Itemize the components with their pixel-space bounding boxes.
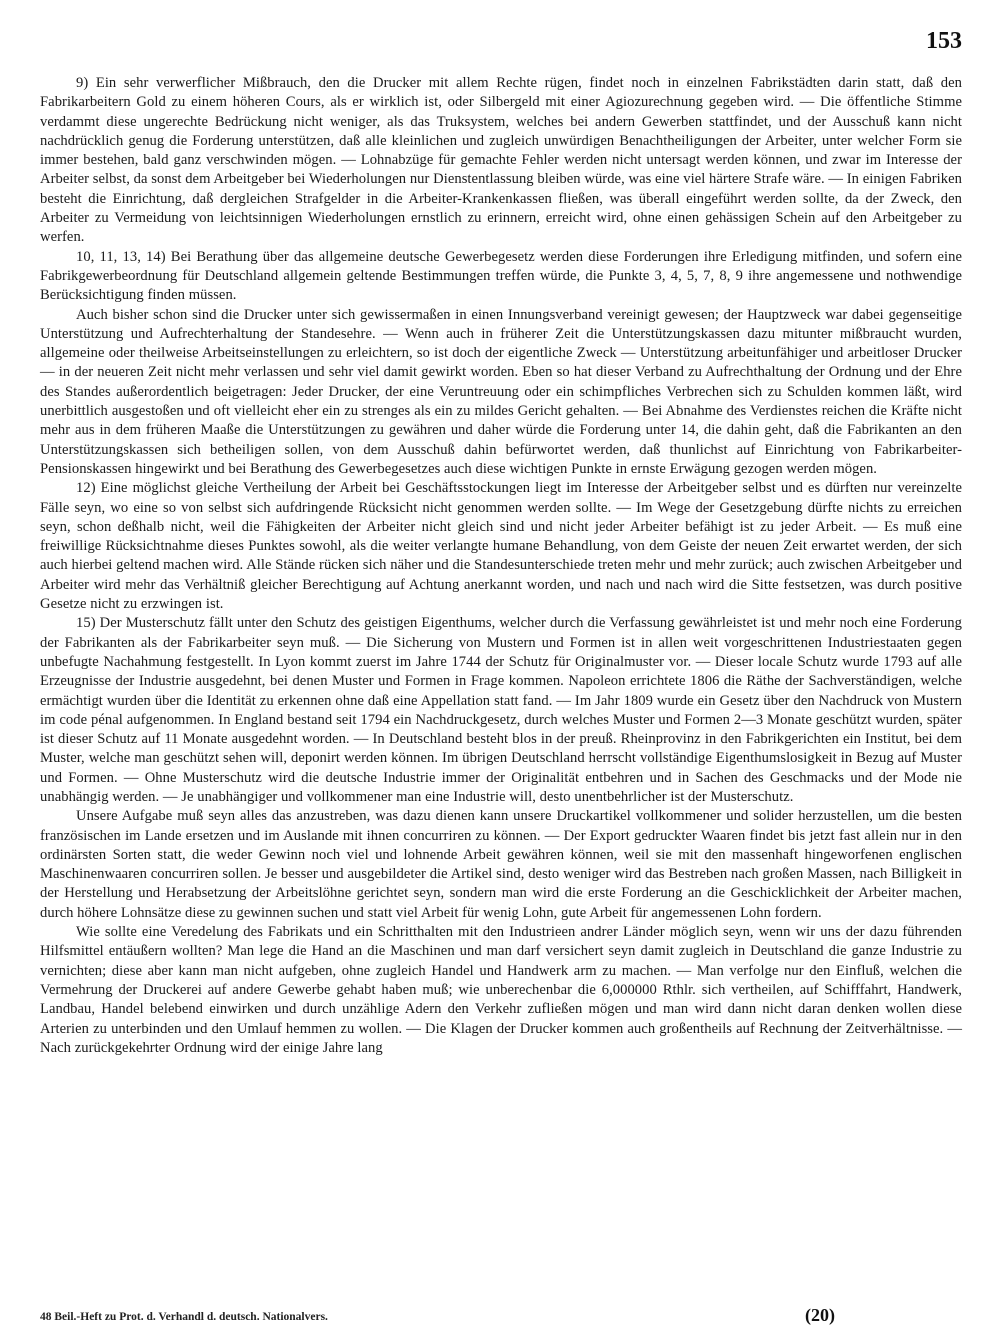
signature-mark: (20) [805, 1305, 835, 1325]
paragraph-12: 12) Eine möglichst gleiche Vertheilung der Arbeit bei Geschäftsstockungen liegt im Interesse der Arbeitgeber selbst und es dürften nur vereinzelte Fälle seyn, wo eine so von selbst sich aufdringende Rücksicht nicht genommen werden sollte. — Im Wege der Gesetzgebung dürfte nichts zu erreichen seyn, schon deßhalb nicht, weil die Fähigkeiten der Arbeiter nicht gleich sind und nicht jeder Arbeiter befähigt ist zu jeder Arbeit. — Es muß eine freiwillige Rücksichtnahme dieses Punktes sowohl, als die weiter verlangte humane Behandlung, von dem Geiste der neuen Zeit erwartet werden, der sich auch hierbei geltend machen wird. Alle Stände rücken sich näher und die Standesunterschiede treten mehr und mehr zurück; auch zwischen Arbeitgeber und Arbeiter wird mehr das Verhältniß gleicher Berechtigung auf Achtung anerkannt worden, und nach und nach wird die Sitte festsetzen, was durch positive Gesetze nicht zu erzwingen ist. [40, 480, 962, 613]
paragraph-15: 15) Der Musterschutz fällt unter den Schutz des geistigen Eigenthums, welcher durch die Verfassung gewährleistet ist und mehr noch eine Forderung der Fabrikanten als der Fabrikarbeiter seyn muß. — Die Sicherung von Mustern und Formen ist in allen weit vorgeschrittenen Industriestaaten gegen unbefugte Nachahmung festgestellt. In Lyon kommt zuerst im Jahre 1744 der Schutz für Originalmuster vor. — Dieser locale Schutz wurde 1793 auf alle Erzeugnisse der Industrie ausgedehnt, bei denen Muster und Formen in Frage kommen. Napoleon errichtete 1806 die Räthe der Sachverständigen, welche ermächtigt wurden über die Identität zu erkennen ohne daß eine Appellation statt fand. — Im Jahr 1809 wurde ein Gesetz über den Nachdruck von Mustern im code pénal aufgenommen. In England bestand seit 1794 ein Nachdruckgesetz, durch welches Muster und Formen 2—3 Monate geschützt wurden, später ist dieser Schutz auf 11 Monate ausgedehnt worden. — In Deutschland besteht blos in der preuß. Rheinprovinz in den Fabrikgerichten ein Institut, bei dem Muster, welche man geschützt sehen will, deponirt werden können. Im übrigen Deutschland herrscht vollständige Eigenthumslosigkeit in Bezug auf Muster und Formen. — Ohne Musterschutz wird die deutsche Industrie immer der Originalität entbehren und in Sachen des Geschmacks und der Mode nie unabhängig werden. — Je unabhängiger und vollkommener man eine Industrie will, desto unentbehrlicher ist der Musterschutz. [40, 615, 962, 805]
paragraph-10-14: 10, 11, 13, 14) Bei Berathung über das allgemeine deutsche Gewerbegesetz werden diese Forderungen ihre Erledigung mitfinden, und sofern eine Fabrikgewerbeordnung für Deutschland allgemein geltende Bestimmungen treffen würde, die Punkte 3, 4, 5, 7, 8, 9 ihre angemessene und nothwendige Berücksichtigung finden müssen. [40, 248, 962, 304]
paragraph-veredelung: Wie sollte eine Veredelung des Fabrikats und ein Schritthalten mit den Industrieen andrer Länder möglich seyn, wenn wir uns der dazu führenden Hilfsmittel entäußern wollten? Man lege die Hand an die Maschinen und man darf versichert seyn damit zugleich in Deutschland die ganze Industrie zu vernichten; diese aber kann man nicht aufgeben, ohne zugleich Handel und Handwerk arm zu machen. — Man verfolge nur den Einfluß, welchen die Vermehrung der Druckerei auf andere Gewerbe gehabt haben muß; wie unberechenbar die 6,000000 Rthlr. sich vertheilen, auf Schifffahrt, Handwerk, Landbau, Handel belebend einwirken und durch unzählige Adern den Verkehr zufließen mögen und man wird dann nicht daran denken wollen diese Arterien zu unterbinden und den Umlauf hemmen zu wollen. — Die Klagen der Drucker kommen auch großentheils auf Rechnung der Zeitverhältnisse. — Nach zurückgekehrter Ordnung wird der einige Jahre lang [40, 924, 962, 1056]
paragraph-aufgabe: Unsere Aufgabe muß seyn alles das anzustreben, was dazu dienen kann unsere Druckartikel vollkommener und solider herzustellen, um die besten französischen im Lande ersetzen und im Auslande mit ihnen concurriren zu können. — Der Export gedruckter Waaren findet bis jetzt fast allein nur in den ordinärsten Sorten statt, die weder Gewinn noch viel und lohnende Arbeit gewähren können, weil sie mit den massenhaft hingeworfenen englischen Maschinenwaaren concurriren sollen. Je besser und ausgebildeter die Artikel sind, desto weniger wird das Bestreben nach großen Massen, nach Billigkeit in der Herstellung und Herabsetzung der Arbeitslöhne gerichtet seyn, sondern man wird die erste Forderung an die Geschicklichkeit der Arbeiter machen, durch höhere Lohnsätze diese zu gewinnen suchen und statt viel Arbeit für wenig Lohn, gute Arbeit für angemessenen Lohn fordern. [40, 808, 962, 921]
paragraph-9: 9) Ein sehr verwerflicher Mißbrauch, den die Drucker mit allem Rechte rügen, findet noch in einzelnen Fabrikstädten darin statt, daß den Fabrikarbeitern Gold zu einem höheren Cours, als er wirklich ist, oder Silbergeld mit einer Agiozurechnung gegeben wird. — Die öffentliche Stimme verdammt diese ungerechte Bedrückung nicht weniger, als das Truksystem, welches bei andern Gewerben stattfindet, und der Ausschuß kann nicht nachdrücklich genug die Forderung unterstützen, daß alle kleinlichen und zugleich unwürdigen Benachtheiligungen der Arbeiter, unter welcher Form sie immer bestehen, bald ganz verschwinden mögen. — Lohnabzüge für gemachte Fehler werden nicht untersagt werden können, und zwar im Interesse der Arbeiter selbst, da sonst dem Arbeitgeber bei Wiederholungen nur Dienstentlassung bleiben würde, was eine viel härtere Strafe wäre. — In einigen Fabriken besteht die Einrichtung, daß dergleichen Strafgelder in die Arbeiter-Krankenkassen fließen, was überall eingeführt werden sollte, da der Zweck, den Arbeiter zu Vermeidung von leichtsinnigen Wiederholungen ernstlich zu erinnern, erreicht wird, ohne einen gehässigen Schein auf den Arbeitgeber zu werfen. [40, 75, 962, 246]
page-number: 153 [926, 28, 962, 54]
page-footer [40, 1305, 962, 1331]
body-text [40, 74, 962, 1058]
paragraph-innungsverband: Auch bisher schon sind die Drucker unter sich gewissermaßen in einen Innungsverband vereinigt gewesen; der Hauptzweck war dabei gegenseitige Unterstützung und Aufrechterhaltung der Standesehre. — Wenn auch in früherer Zeit die Unterstützungskassen dazu mitunter mißbraucht wurden, allgemeine oder theilweise Arbeitseinstellungen zu erleichtern, so ist doch der eigentliche Zweck — Unterstützung arbeitunfähiger und arbeitloser Drucker — in der neueren Zeit nicht mehr verlassen und sehr viel damit gewirkt worden. Eben so hat dieser Verband zu Aufrechthaltung der Ordnung und der Ehre des Standes außerordentlich beigetragen: Jeder Drucker, der eine Veruntreuung oder ein schimpfliches Verbrechen sich zu Schulden kommen läßt, wird unerbittlich ausgestoßen und oft vielleicht eher ein zu strenges als ein zu mildes Gericht gehalten. — Bei Abnahme des Verdienstes reichen die Kräfte nicht mehr aus in dem früheren Maaße die Unterstützungen zu gewähren und daher würde die Forderung unter 14, die dahin geht, daß die Fabrikanten an den Unterstützungskassen sich betheiligen sollen, von dem Ausschuß dahin befürwortet werden, daß thunlichst auf Einrichtung von Fabrikarbeiter-Pensionskassen hingewirkt und bei Berathung des Gewerbegesetzes auch diese wichtigen Punkte in ernste Erwägung gezogen werden mögen. [40, 306, 962, 477]
footer-note: 48 Beil.-Heft zu Prot. d. Verhandl d. deutsch. Nationalvers. [40, 1311, 328, 1323]
